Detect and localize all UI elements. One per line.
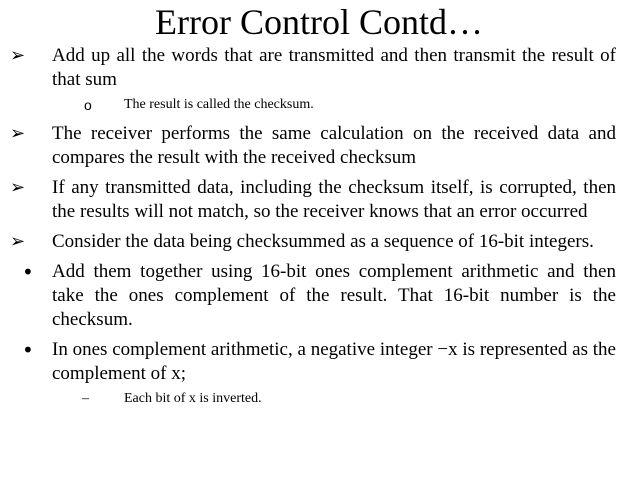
sub-bullet-text: Each bit of x is inverted.	[124, 391, 262, 406]
arrow-bullet-icon: ➢	[10, 177, 26, 198]
bullet-list	[0, 44, 638, 416]
sub-bullet-item	[0, 388, 638, 410]
circle-bullet-icon: o	[84, 97, 92, 113]
bullet-text: If any transmitted data, including the checksum itself, is corrupted, then the results will not match, so the receiver knows that an error occurred	[52, 177, 616, 222]
bullet-item	[0, 260, 638, 332]
dash-bullet-icon: –	[82, 391, 89, 406]
dot-bullet-icon: •	[22, 338, 34, 362]
bullet-item	[0, 338, 638, 386]
bullet-text: In ones complement arithmetic, a negative integer −x is represented as the complement of x;	[52, 339, 616, 384]
sub-bullet-text: The result is called the checksum.	[124, 97, 314, 112]
bullet-text: Consider the data being checksummed as a sequence of 16-bit integers.	[52, 231, 594, 252]
slide-title: Error Control Contd…	[155, 2, 483, 42]
bullet-item	[0, 44, 638, 92]
bullet-item	[0, 230, 638, 254]
arrow-bullet-icon: ➢	[10, 231, 26, 252]
bullet-text: The receiver performs the same calculation on the received data and compares the result with the received checksum	[52, 123, 616, 168]
sub-bullet-item	[0, 94, 638, 116]
bullet-text: Add up all the words that are transmitted and then transmit the result of that sum	[52, 45, 616, 90]
bullet-item	[0, 176, 638, 224]
bullet-item	[0, 122, 638, 170]
bullet-text: Add them together using 16-bit ones complement arithmetic and then take the ones complement of the result. That 16-bit number is the checksum.	[52, 261, 616, 330]
arrow-bullet-icon: ➢	[10, 123, 26, 144]
dot-bullet-icon: •	[22, 260, 34, 284]
arrow-bullet-icon: ➢	[10, 45, 26, 66]
